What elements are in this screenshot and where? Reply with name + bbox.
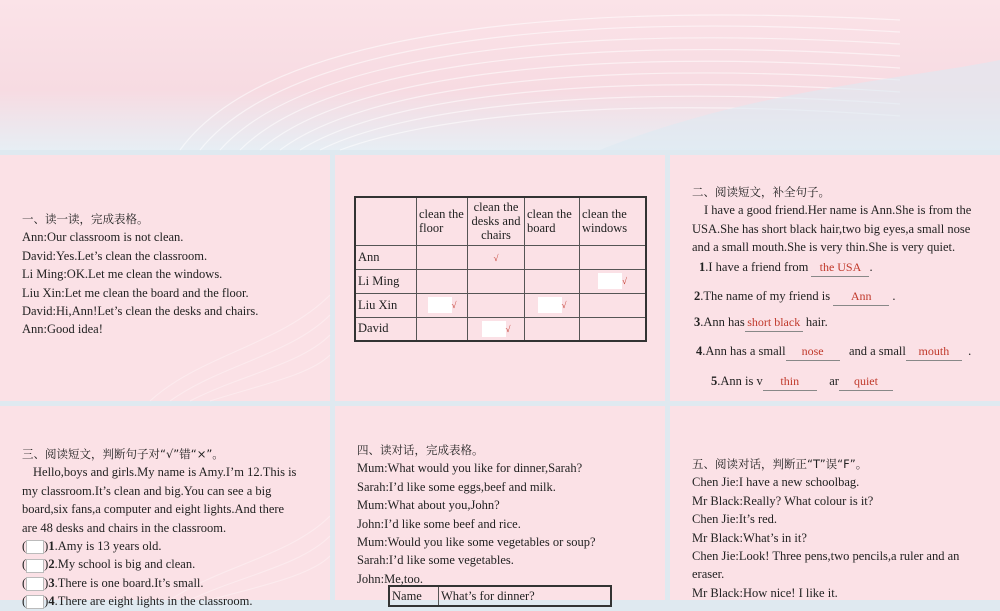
answer-blank[interactable]: the USA <box>811 258 869 277</box>
header-cell: clean the board <box>525 197 580 245</box>
statement-item: ( )3.There is one board.It’s small. <box>22 575 204 590</box>
statement-item: ( )2.My school is big and clean. <box>22 557 196 572</box>
top-banner <box>0 0 1000 150</box>
dialogue-line: John:Me,too. <box>357 571 423 586</box>
answer-blank[interactable]: nose <box>786 342 840 361</box>
panel-complete-sentences <box>670 155 1000 401</box>
answer-box <box>598 273 622 289</box>
dialogue-line: Ann:Good idea! <box>22 322 103 337</box>
section-title: 五、阅读对话，判断正“T”误“F”。 <box>692 457 868 471</box>
answer-blank[interactable]: Ann <box>833 287 889 306</box>
passage-line: Hello,boys and girls.My name is Amy.I’m 12.This is <box>33 465 297 480</box>
tick-mark: √ <box>493 252 499 263</box>
section-title: 三、阅读短文，判断句子对“√”错“×”。 <box>22 447 224 461</box>
answer-blank[interactable]: quiet <box>839 372 893 391</box>
passage-line: board,six fans,a computer and eight lights.And there <box>22 502 285 517</box>
passage-line: I have a good friend.Her name is Ann.She is from the <box>704 203 972 218</box>
dialogue-line: Sarah:I’d like some eggs,beef and milk. <box>357 479 556 494</box>
dialogue-line: Mum:Would you like some vegetables or soup? <box>357 535 596 550</box>
header-cell: Name <box>389 586 439 606</box>
dialogue-line: Sarah:I’d like some vegetables. <box>357 553 514 568</box>
dialogue-line: Li Ming:OK.Let me clean the windows. <box>22 267 223 282</box>
section-title: 二、阅读短文，补全句子。 <box>692 185 830 199</box>
dialogue-line: John:I’d like some beef and rice. <box>357 516 521 531</box>
answer-blank[interactable]: mouth <box>906 342 962 361</box>
dialogue-line: David:Hi,Ann!Let’s clean the desks and chairs. <box>22 304 259 319</box>
header-cell: clean the desks and chairs <box>468 197 525 245</box>
row-name: David <box>355 317 417 341</box>
dialogue-line: Mr Black:What’s in it? <box>692 530 807 545</box>
dialogue-line: Liu Xin:Let me clean the board and the floor. <box>22 285 249 300</box>
row-name: Li Ming <box>355 269 417 293</box>
section-title: 四、读对话，完成表格。 <box>357 443 484 457</box>
dinner-table <box>388 585 612 607</box>
passage-line: and a small mouth.She is very thin.She is very quiet. <box>692 240 956 255</box>
dialogue-line: Chen Jie:Look! Three pens,two pencils,a ruler and an <box>692 549 960 564</box>
dialogue-line: Chen Jie:I have a new schoolbag. <box>692 475 860 490</box>
row-name: Liu Xin <box>355 293 417 317</box>
dialogue-line: Chen Jie:It’s red. <box>692 512 778 527</box>
panel-dinner-dialogue <box>335 406 665 603</box>
panel-chore-table <box>335 155 665 401</box>
question-2: 2.The name of my friend is Ann . <box>694 287 895 306</box>
answer-box[interactable] <box>26 577 44 591</box>
dialogue-line: David:Yes.Let’s clean the classroom. <box>22 248 208 263</box>
dialogue-line: Mr Black:How nice! I like it. <box>692 585 838 600</box>
answer-box[interactable] <box>26 559 44 573</box>
row-name: Ann <box>355 245 417 269</box>
tick-mark: √ <box>622 275 627 286</box>
dialogue-line: Mum:What about you,John? <box>357 498 500 513</box>
passage-line: are 48 desks and chairs in the classroom. <box>22 520 227 535</box>
panel-schoolbag-dialogue <box>670 406 1000 600</box>
statement-item: ( )4.There are eight lights in the classroom. <box>22 594 253 609</box>
answer-blank[interactable]: short black <box>745 313 803 332</box>
question-1: 1.I have a friend from the USA . <box>699 258 873 277</box>
header-cell: clean the floor <box>417 197 468 245</box>
header-cell <box>355 197 417 245</box>
answer-box <box>538 297 562 313</box>
header-cell: What’s for dinner? <box>439 586 612 606</box>
wave-decoration <box>0 0 1000 150</box>
answer-box[interactable] <box>26 540 44 554</box>
section-title: 一、读一读，完成表格。 <box>22 212 149 226</box>
header-cell: clean the windows <box>580 197 647 245</box>
passage-line: USA.She has short black hair,two big eyes,a small nose <box>692 221 971 236</box>
dialogue-line: Ann:Our classroom is not clean. <box>22 230 184 245</box>
tick-mark: √ <box>561 299 567 310</box>
question-4: 4.Ann has a small nose and a small mouth . <box>696 342 971 361</box>
dialogue-line: Mr Black:Really? What colour is it? <box>692 493 874 508</box>
statement-item: ( )1.Amy is 13 years old. <box>22 539 162 554</box>
tick-mark: √ <box>451 299 457 310</box>
panel-read-complete-table <box>0 155 330 401</box>
answer-blank[interactable]: thin <box>763 372 817 391</box>
passage-line: my classroom.It’s clean and big.You can see a big <box>22 483 272 498</box>
question-5: 5.Ann is v thin ar quiet <box>711 372 893 391</box>
question-3: 3.Ann has short black hair. <box>694 313 828 332</box>
answer-box <box>428 297 452 313</box>
tick-mark: √ <box>505 323 511 334</box>
answer-box[interactable] <box>26 595 44 609</box>
answer-box <box>482 321 506 337</box>
chore-table <box>354 196 647 342</box>
panel-true-false <box>0 406 330 609</box>
dialogue-line: Mum:What would you like for dinner,Sarah? <box>357 461 583 476</box>
dialogue-line: eraser. <box>692 567 725 582</box>
